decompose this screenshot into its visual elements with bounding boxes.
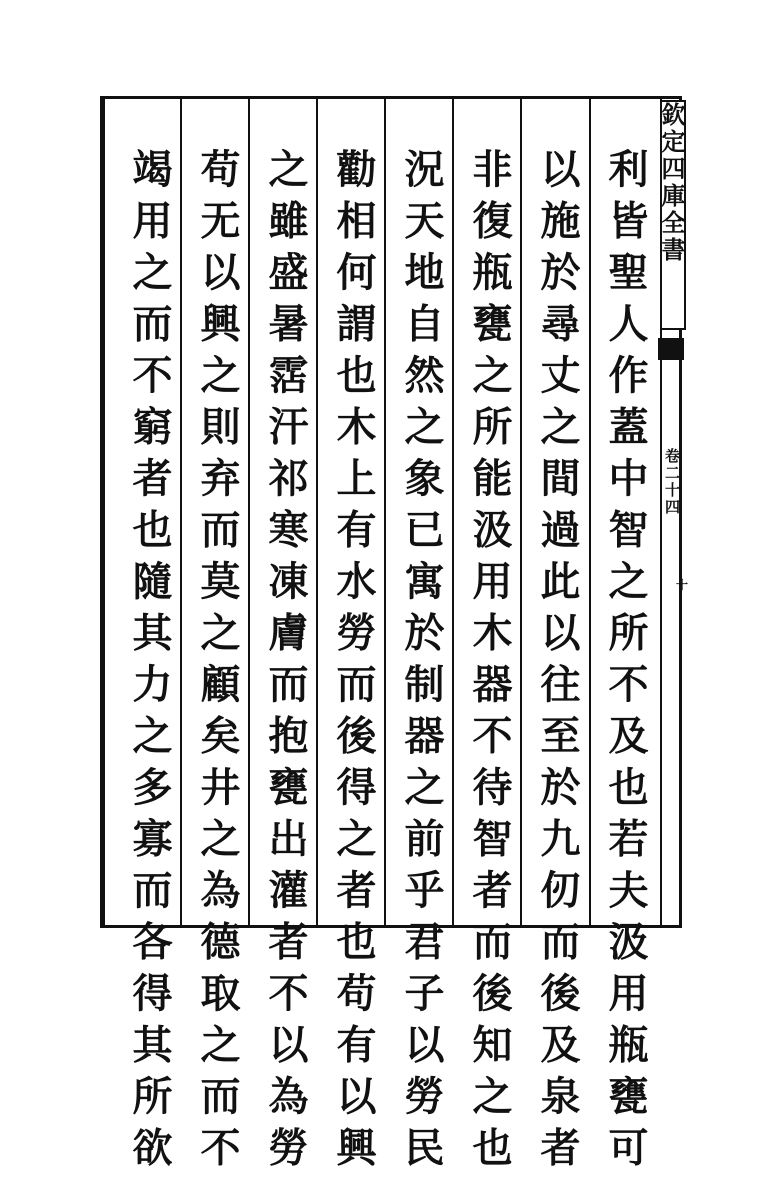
page-frame: [100, 96, 682, 1178]
text-column-2: 以施於尋丈之間過此以往至於九仞而後及泉者: [534, 148, 581, 1178]
column-rule: [316, 99, 318, 925]
text-column-6: 之雖盛暑霑汗祁寒凍膚而抱甕出灌者不以為勞: [262, 148, 309, 1178]
column-rule: [452, 99, 454, 925]
book-title: 欽定四庫全書: [660, 100, 686, 330]
column-rule: [589, 99, 591, 925]
text-column-8: 竭用之而不窮者也隨其力之多寡而各得其所欲: [126, 148, 173, 1178]
text-column-1: 利皆聖人作蓋中智之所不及也若夫汲用瓶甕可: [602, 148, 649, 1178]
volume-label: 卷二十四: [663, 448, 681, 516]
column-rule: [248, 99, 250, 925]
column-rule: [520, 99, 522, 925]
text-column-7: 苟无以興之則弃而莫之顧矣井之為德取之而不: [194, 148, 241, 1178]
text-column-3: 非復瓶甕之所能汲用木器不待智者而後知之也: [466, 148, 513, 1178]
fishtail-mark: [658, 338, 684, 360]
column-rule: [180, 99, 182, 925]
column-rule: [384, 99, 386, 925]
folio-number: 十: [676, 578, 689, 592]
text-column-4: 況天地自然之象已寓於制器之前乎君子以勞民: [398, 148, 445, 1178]
text-column-5: 勸相何謂也木上有水勞而後得之者也苟有以興: [330, 148, 377, 1178]
